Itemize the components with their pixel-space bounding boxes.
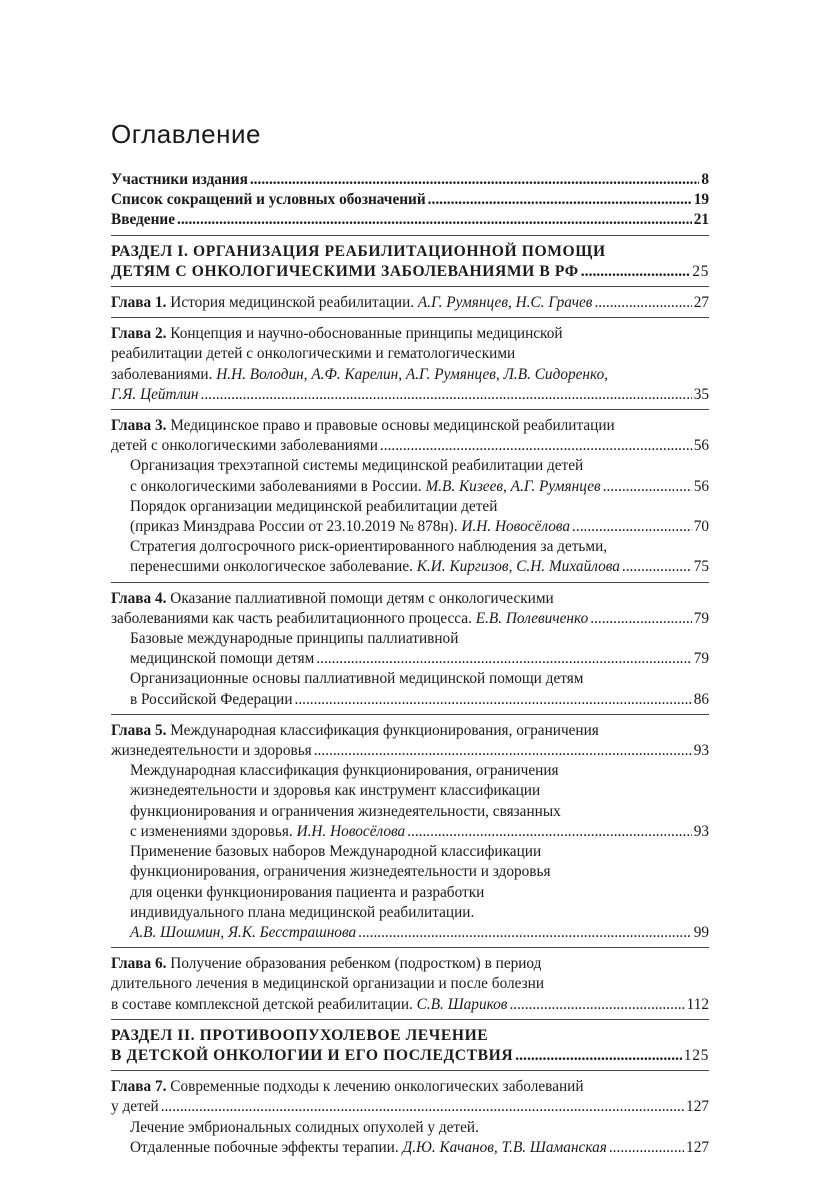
toc-subsection[interactable]: [111, 456, 709, 496]
toc-part-1[interactable]: [111, 242, 709, 282]
subsection-title: медицинской помощи детям: [130, 650, 315, 668]
page-number: 25: [692, 262, 709, 280]
subsection-title: Порядок организации медицинской реабилитации детей: [130, 497, 498, 515]
page-number: 70: [693, 518, 709, 536]
page-number: 127: [686, 1138, 709, 1156]
chapter-title: заболеваниями.: [111, 365, 217, 383]
subsection-title: функционирования и ограничения жизнедеятельности, связанных: [130, 802, 561, 820]
chapter-title: заболеваниями как часть реабилитационного процесса.: [111, 609, 476, 627]
dot-leader: [622, 557, 692, 577]
subsection-authors: Д.Ю. Качанов, Т.В. Шаманская: [402, 1138, 607, 1156]
dot-leader: [161, 1097, 684, 1117]
page-number: 27: [693, 294, 709, 312]
chapter-title: Концепция и научно-обоснованные принципы медицинской: [166, 325, 563, 343]
chapter-title: реабилитации детей с онкологическими и гематологическими: [111, 345, 516, 363]
subsection-title: с изменениями здоровья.: [130, 822, 297, 840]
dot-leader: [590, 609, 691, 629]
subsection-title: Лечение эмбриональных солидных опухолей у детей.: [130, 1118, 479, 1136]
page-number: 35: [693, 385, 709, 403]
part-title-line: РАЗДЕЛ I. ОРГАНИЗАЦИЯ РЕАБИЛИТАЦИОННОЙ ПОМОЩИ: [111, 242, 606, 260]
page-number: 93: [693, 742, 709, 760]
subsection-authors: А.В. Шошмин, Я.К. Бесстрашнова: [130, 923, 357, 941]
chapter-label: Глава 7.: [111, 1078, 167, 1096]
page-number: 56: [693, 437, 709, 455]
subsection-authors: К.И. Киргизов, С.Н. Михайлова: [416, 558, 620, 576]
subsection-authors: М.В. Кизеев, А.Г. Румянцев: [425, 477, 601, 495]
toc-chapter-6[interactable]: [111, 954, 709, 1015]
page-number: 86: [693, 690, 709, 708]
chapter-title: История медицинской реабилитации.: [166, 294, 418, 312]
chapter-authors: С.В. Шариков: [416, 995, 508, 1013]
chapter-title: Современные подходы к лечению онкологических заболеваний: [166, 1078, 584, 1096]
toc-chapter-2[interactable]: [111, 324, 709, 405]
dot-leader: [250, 170, 699, 190]
subsection-title: с онкологическими заболеваниями в России.: [130, 477, 426, 495]
toc-list: [111, 170, 709, 1158]
toc-subsection[interactable]: [111, 537, 709, 577]
divider: [111, 235, 709, 236]
subsection-title: Международная классификация функционирования, ограничения: [130, 762, 559, 780]
page-number: 79: [693, 609, 709, 627]
divider: [111, 714, 709, 715]
subsection-title: (приказ Минздрава России от 23.10.2019 № 878н).: [130, 518, 462, 536]
subsection-title: функционирования, ограничения жизнедеятельности и здоровья: [130, 863, 551, 881]
page-number: 79: [693, 650, 709, 668]
page-number: 8: [701, 171, 709, 188]
entry-label: Введение: [111, 211, 175, 229]
page-number: 99: [693, 923, 709, 941]
toc-chapter-3[interactable]: [111, 416, 709, 456]
chapter-title: Медицинское право и правовые основы медицинской реабилитации: [166, 417, 615, 435]
page-number: 93: [693, 822, 709, 840]
chapter-authors: А.Г. Румянцев, Н.С. Грачев: [417, 294, 593, 312]
dot-leader: [177, 210, 692, 230]
chapter-authors: Е.В. Полевиченко: [475, 609, 589, 627]
toc-subsection[interactable]: [111, 629, 709, 669]
toc-part-2[interactable]: [111, 1026, 709, 1066]
chapter-title: Оказание паллиативной помощи детям с онкологическими: [166, 589, 554, 607]
chapter-label: Глава 3.: [111, 417, 167, 435]
dot-leader: [358, 923, 692, 943]
dot-leader: [581, 262, 690, 282]
subsection-title: жизнедеятельности и здоровья как инструмент классификации: [130, 782, 541, 800]
subsection-title: Организационные основы паллиативной медицинской помощи детям: [130, 670, 584, 688]
dot-leader: [380, 436, 692, 456]
part-title-line: В ДЕТСКОЙ ОНКОЛОГИИ И ЕГО ПОСЛЕДСТВИЯ: [111, 1046, 514, 1064]
page-number: 112: [686, 995, 709, 1013]
subsection-authors: И.Н. Новосёлова: [296, 822, 406, 840]
divider: [111, 947, 709, 948]
toc-subsection[interactable]: [111, 1118, 709, 1158]
chapter-title: Получение образования ребенком (подростком) в период: [166, 955, 542, 973]
toc-chapter-7[interactable]: [111, 1077, 709, 1117]
toc-subsection[interactable]: [111, 669, 709, 709]
part-title-line: РАЗДЕЛ II. ПРОТИВООПУХОЛЕВОЕ ЛЕЧЕНИЕ: [111, 1026, 489, 1044]
part-title-line: ДЕТЯМ С ОНКОЛОГИЧЕСКИМИ ЗАБОЛЕВАНИЯМИ В РФ: [111, 262, 579, 280]
divider: [111, 409, 709, 410]
dot-leader: [515, 1046, 682, 1066]
chapter-title: Международная классификация функционирования, ограничения: [166, 721, 599, 739]
entry-label: Список сокращений и условных обозначений: [111, 191, 426, 209]
page-number: 19: [693, 191, 709, 209]
dot-leader: [295, 690, 692, 710]
divider: [111, 1070, 709, 1071]
chapter-title: жизнедеятельности и здоровья: [111, 742, 312, 760]
page-number: 127: [686, 1098, 709, 1116]
subsection-title: Организация трехэтапной системы медицинской реабилитации детей: [130, 457, 584, 475]
entry-label: Участники издания: [111, 171, 248, 188]
dot-leader: [201, 385, 692, 405]
chapter-authors: Г.Я. Цейтлин: [111, 385, 199, 403]
page-title: Оглавление: [111, 119, 261, 149]
subsection-title: в Российской Федерации: [130, 690, 293, 708]
page-number: 75: [693, 558, 709, 576]
chapter-title: детей с онкологическими заболеваниями: [111, 437, 378, 455]
dot-leader: [603, 477, 692, 497]
toc-page: [111, 116, 709, 1158]
toc-subsection[interactable]: [111, 842, 709, 943]
divider: [111, 317, 709, 318]
divider: [111, 1019, 709, 1020]
toc-entry-contributors[interactable]: [111, 170, 709, 190]
subsection-title: Отдаленные побочные эффекты терапии.: [130, 1138, 403, 1156]
subsection-title: Стратегия долгосрочного риск-ориентированного наблюдения за детьми,: [130, 538, 608, 556]
page-number: 125: [683, 1046, 709, 1064]
subsection-title: для оценки функционирования пациента и разработки: [130, 883, 485, 901]
chapter-label: Глава 2.: [111, 325, 167, 343]
divider: [111, 582, 709, 583]
chapter-label: Глава 6.: [111, 955, 167, 973]
chapter-title: длительного лечения в медицинской организации и после болезни: [111, 975, 545, 993]
toc-chapter-5[interactable]: [111, 721, 709, 761]
toc-chapter-1[interactable]: [111, 293, 709, 313]
dot-leader: [609, 1138, 684, 1158]
dot-leader: [572, 517, 692, 537]
chapter-title: в составе комплексной детской реабилитации.: [111, 995, 417, 1013]
subsection-title: Применение базовых наборов Международной классификации: [130, 843, 542, 861]
toc-entry-abbreviations[interactable]: [111, 190, 709, 210]
chapter-title: у детей: [111, 1098, 159, 1116]
page-number: 56: [693, 477, 709, 495]
dot-leader: [594, 293, 691, 313]
subsection-title: индивидуального плана медицинской реабилитации.: [130, 903, 475, 921]
chapter-label: Глава 4.: [111, 589, 167, 607]
chapter-authors: Н.Н. Володин, А.Ф. Карелин, А.Г. Румянцев, Л.В. Сидоренко,: [216, 365, 609, 383]
divider: [111, 286, 709, 287]
subsection-authors: И.Н. Новосёлова: [461, 518, 571, 536]
chapter-label: Глава 5.: [111, 721, 167, 739]
page-number: 21: [693, 211, 709, 229]
dot-leader: [509, 995, 684, 1015]
toc-subsection[interactable]: [111, 761, 709, 842]
subsection-title: перенесшими онкологическое заболевание.: [130, 558, 417, 576]
dot-leader: [314, 741, 692, 761]
dot-leader: [316, 649, 691, 669]
dot-leader: [428, 190, 692, 210]
dot-leader: [407, 822, 692, 842]
chapter-label: Глава 1.: [111, 294, 167, 312]
toc-entry-introduction[interactable]: [111, 210, 709, 230]
toc-subsection[interactable]: [111, 497, 709, 537]
subsection-title: Базовые международные принципы паллиативной: [130, 630, 459, 648]
toc-chapter-4[interactable]: [111, 589, 709, 629]
